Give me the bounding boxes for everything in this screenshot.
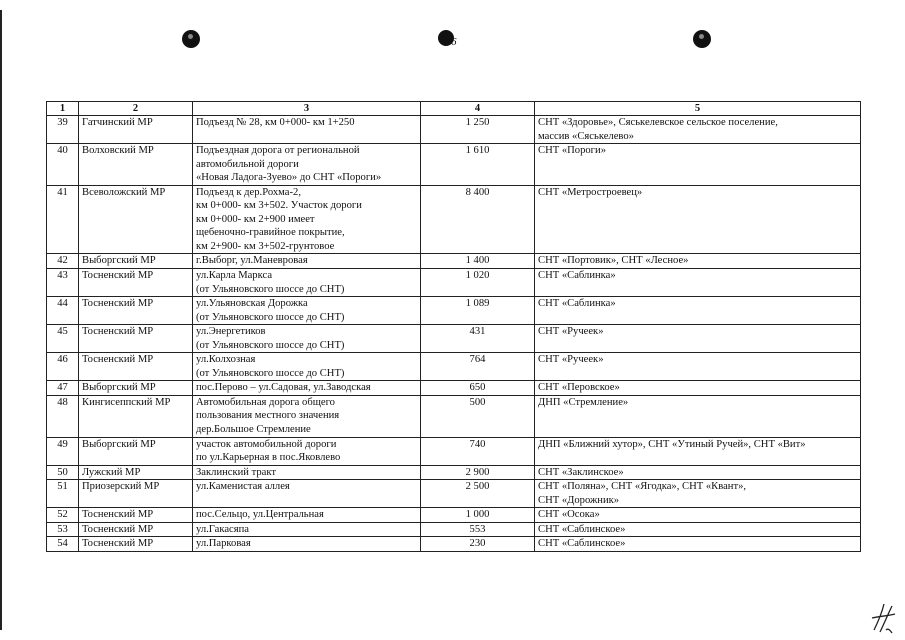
road-cell: ул.Карла Маркса (от Ульяновского шоссе до СНТ) bbox=[193, 269, 421, 297]
column-header: 3 bbox=[193, 102, 421, 116]
row-number-cell: 46 bbox=[47, 353, 79, 381]
road-cell: Подъезд № 28, км 0+000- км 1+250 bbox=[193, 116, 421, 144]
length-cell: 740 bbox=[421, 437, 535, 465]
snt-cell: СНТ «Осока» bbox=[535, 508, 861, 523]
row-number-cell: 52 bbox=[47, 508, 79, 523]
row-number-cell: 44 bbox=[47, 297, 79, 325]
page-edge-line bbox=[0, 10, 2, 630]
roads-table bbox=[46, 101, 861, 552]
district-cell: Выборгский МР bbox=[79, 437, 193, 465]
road-cell: ул.Ульяновская Дорожка (от Ульяновского шоссе до СНТ) bbox=[193, 297, 421, 325]
row-number-cell: 39 bbox=[47, 116, 79, 144]
page-number-stamp bbox=[438, 30, 468, 54]
row-number-cell: 43 bbox=[47, 269, 79, 297]
road-cell: ул.Парковая bbox=[193, 537, 421, 552]
table-row bbox=[47, 537, 861, 552]
snt-cell: СНТ «Заклинское» bbox=[535, 465, 861, 480]
road-cell: ул.Гакасяпа bbox=[193, 522, 421, 537]
road-cell: ул.Каменистая аллея bbox=[193, 480, 421, 508]
table-row bbox=[47, 116, 861, 144]
road-cell: участок автомобильной дороги по ул.Карьерная в пос.Яковлево bbox=[193, 437, 421, 465]
length-cell: 431 bbox=[421, 325, 535, 353]
road-cell: ул.Энергетиков (от Ульяновского шоссе до СНТ) bbox=[193, 325, 421, 353]
district-cell: Всеволожский МР bbox=[79, 185, 193, 254]
length-cell: 1 089 bbox=[421, 297, 535, 325]
table-row bbox=[47, 185, 861, 254]
row-number-cell: 42 bbox=[47, 254, 79, 269]
district-cell: Выборгский МР bbox=[79, 381, 193, 396]
snt-cell: СНТ «Поляна», СНТ «Ягодка», СНТ «Квант», СНТ «Дорожник» bbox=[535, 480, 861, 508]
snt-cell: СНТ «Саблинка» bbox=[535, 297, 861, 325]
length-cell: 1 000 bbox=[421, 508, 535, 523]
district-cell: Гатчинский МР bbox=[79, 116, 193, 144]
page-number: 6 bbox=[451, 36, 457, 48]
table-row bbox=[47, 297, 861, 325]
row-number-cell: 51 bbox=[47, 480, 79, 508]
snt-cell: СНТ «Здоровье», Сяськелевское сельское поселение, массив «Сяськелево» bbox=[535, 116, 861, 144]
road-cell: ул.Колхозная (от Ульяновского шоссе до СНТ) bbox=[193, 353, 421, 381]
length-cell: 553 bbox=[421, 522, 535, 537]
road-cell: г.Выборг, ул.Маневровая bbox=[193, 254, 421, 269]
table-row bbox=[47, 381, 861, 396]
row-number-cell: 48 bbox=[47, 395, 79, 437]
length-cell: 2 900 bbox=[421, 465, 535, 480]
length-cell: 650 bbox=[421, 381, 535, 396]
snt-cell: СНТ «Перовское» bbox=[535, 381, 861, 396]
length-cell: 500 bbox=[421, 395, 535, 437]
length-cell: 230 bbox=[421, 537, 535, 552]
district-cell: Тосненский МР bbox=[79, 325, 193, 353]
district-cell: Выборгский МР bbox=[79, 254, 193, 269]
district-cell: Кингисеппский МР bbox=[79, 395, 193, 437]
table-header-row bbox=[47, 102, 861, 116]
table-row bbox=[47, 254, 861, 269]
snt-cell: СНТ «Ручеек» bbox=[535, 353, 861, 381]
road-cell: пос.Перово – ул.Садовая, ул.Заводская bbox=[193, 381, 421, 396]
road-cell: Подъездная дорога от региональной автомобильной дороги «Новая Ладога-Зуево» до СНТ «Пороги» bbox=[193, 144, 421, 186]
row-number-cell: 41 bbox=[47, 185, 79, 254]
row-number-cell: 53 bbox=[47, 522, 79, 537]
road-cell: Автомобильная дорога общего пользования местного значения дер.Большое Стремление bbox=[193, 395, 421, 437]
snt-cell: СНТ «Саблинское» bbox=[535, 522, 861, 537]
row-number-cell: 45 bbox=[47, 325, 79, 353]
punch-hole-right-icon bbox=[693, 30, 711, 48]
table-row bbox=[47, 480, 861, 508]
snt-cell: СНТ «Пороги» bbox=[535, 144, 861, 186]
row-number-cell: 47 bbox=[47, 381, 79, 396]
snt-cell: ДНП «Ближний хутор», СНТ «Утиный Ручей», СНТ «Вит» bbox=[535, 437, 861, 465]
district-cell: Приозерский МР bbox=[79, 480, 193, 508]
length-cell: 2 500 bbox=[421, 480, 535, 508]
district-cell: Тосненский МР bbox=[79, 269, 193, 297]
snt-cell: ДНП «Стремление» bbox=[535, 395, 861, 437]
table-row bbox=[47, 269, 861, 297]
district-cell: Тосненский МР bbox=[79, 297, 193, 325]
row-number-cell: 40 bbox=[47, 144, 79, 186]
length-cell: 1 020 bbox=[421, 269, 535, 297]
table-row bbox=[47, 353, 861, 381]
road-cell: Подъезд к дер.Рохма-2, км 0+000- км 3+502. Участок дороги км 0+000- км 2+900 имеет щебеночно-гравийное покрытие, км 2+900- км 3+502-грунтовое bbox=[193, 185, 421, 254]
row-number-cell: 50 bbox=[47, 465, 79, 480]
column-header: 5 bbox=[535, 102, 861, 116]
snt-cell: СНТ «Ручеек» bbox=[535, 325, 861, 353]
district-cell: Тосненский МР bbox=[79, 537, 193, 552]
row-number-cell: 54 bbox=[47, 537, 79, 552]
table-row bbox=[47, 437, 861, 465]
row-number-cell: 49 bbox=[47, 437, 79, 465]
road-cell: Заклинский тракт bbox=[193, 465, 421, 480]
column-header: 4 bbox=[421, 102, 535, 116]
signature-mark bbox=[868, 600, 898, 636]
length-cell: 8 400 bbox=[421, 185, 535, 254]
district-cell: Тосненский МР bbox=[79, 353, 193, 381]
table-row bbox=[47, 144, 861, 186]
table-row bbox=[47, 508, 861, 523]
length-cell: 764 bbox=[421, 353, 535, 381]
road-cell: пос.Сельцо, ул.Центральная bbox=[193, 508, 421, 523]
snt-cell: СНТ «Портовик», СНТ «Лесное» bbox=[535, 254, 861, 269]
column-header: 2 bbox=[79, 102, 193, 116]
length-cell: 1 610 bbox=[421, 144, 535, 186]
snt-cell: СНТ «Саблинское» bbox=[535, 537, 861, 552]
punch-hole-left-icon bbox=[182, 30, 200, 48]
snt-cell: СНТ «Метростроевец» bbox=[535, 185, 861, 254]
table-row bbox=[47, 325, 861, 353]
district-cell: Тосненский МР bbox=[79, 508, 193, 523]
district-cell: Тосненский МР bbox=[79, 522, 193, 537]
table-row bbox=[47, 522, 861, 537]
district-cell: Лужский МР bbox=[79, 465, 193, 480]
column-header: 1 bbox=[47, 102, 79, 116]
table-body bbox=[47, 116, 861, 552]
length-cell: 1 250 bbox=[421, 116, 535, 144]
district-cell: Волховский МР bbox=[79, 144, 193, 186]
table-row bbox=[47, 465, 861, 480]
table-row bbox=[47, 395, 861, 437]
length-cell: 1 400 bbox=[421, 254, 535, 269]
snt-cell: СНТ «Саблинка» bbox=[535, 269, 861, 297]
